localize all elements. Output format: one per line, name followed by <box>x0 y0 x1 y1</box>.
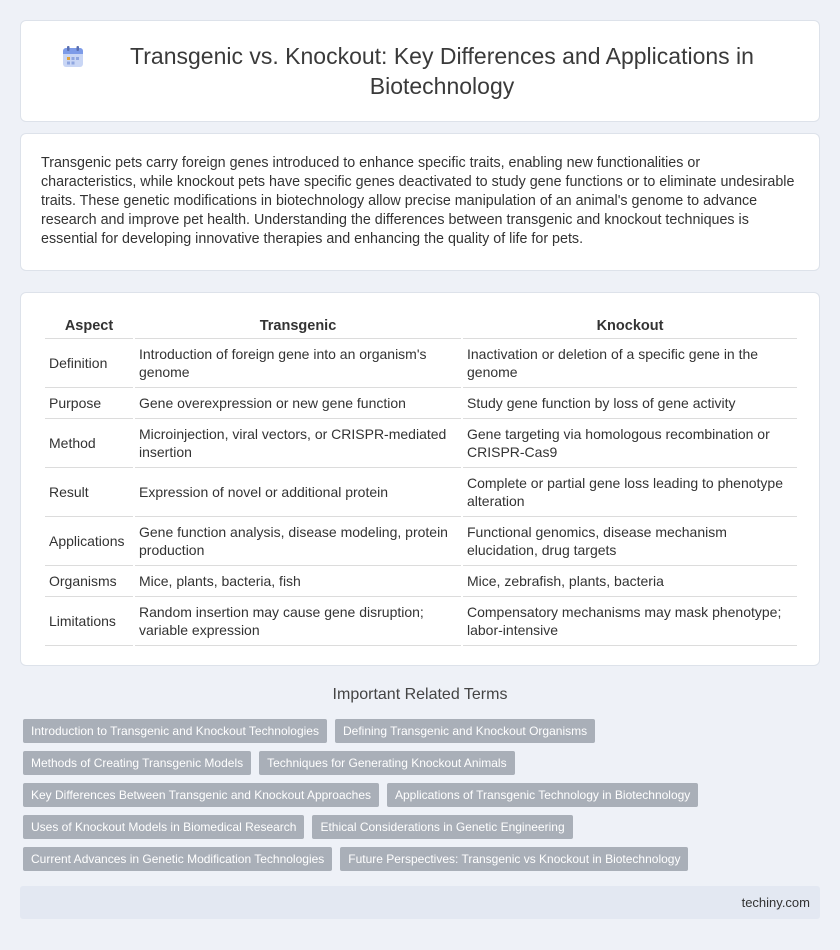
cell-aspect: Organisms <box>45 566 133 597</box>
related-term-link[interactable]: Key Differences Between Transgenic and Knockout Approaches <box>23 783 379 807</box>
related-term-link[interactable]: Current Advances in Genetic Modification Technologies <box>23 847 332 871</box>
cell-knockout: Study gene function by loss of gene activity <box>463 388 797 419</box>
header-aspect: Aspect <box>45 313 133 339</box>
comparison-card <box>20 292 820 666</box>
table-row <box>45 597 797 646</box>
table-row <box>45 419 797 468</box>
page-title: Transgenic vs. Knockout: Key Differences and Applications in Biotechnology <box>130 43 754 99</box>
related-term-link[interactable]: Defining Transgenic and Knockout Organisms <box>335 719 595 743</box>
comparison-table <box>43 313 799 646</box>
table-row <box>45 566 797 597</box>
cell-knockout: Gene targeting via homologous recombination or CRISPR-Cas9 <box>463 419 797 468</box>
cell-transgenic: Mice, plants, bacteria, fish <box>135 566 461 597</box>
footer <box>20 886 820 919</box>
cell-aspect: Result <box>45 468 133 517</box>
cell-knockout: Functional genomics, disease mechanism elucidation, drug targets <box>463 517 797 566</box>
table-row <box>45 468 797 517</box>
cell-transgenic: Random insertion may cause gene disruption; variable expression <box>135 597 461 646</box>
cell-transgenic: Gene function analysis, disease modeling, protein production <box>135 517 461 566</box>
footer-site-link[interactable]: techiny.com <box>741 895 810 910</box>
cell-transgenic: Microinjection, viral vectors, or CRISPR-mediated insertion <box>135 419 461 468</box>
related-term-link[interactable]: Techniques for Generating Knockout Animals <box>259 751 514 775</box>
table-row <box>45 339 797 388</box>
related-terms-heading: Important Related Terms <box>332 686 508 703</box>
related-term-link[interactable]: Ethical Considerations in Genetic Engineering <box>312 815 572 839</box>
intro-card <box>20 133 820 271</box>
cell-knockout: Inactivation or deletion of a specific gene in the genome <box>463 339 797 388</box>
cell-transgenic: Introduction of foreign gene into an organism's genome <box>135 339 461 388</box>
related-terms-list <box>23 719 823 879</box>
intro-paragraph: Transgenic pets carry foreign genes introduced to enhance specific traits, enabling new functionalities or characteristics, while knockout pets have specific genes deactivated to study gene functions or to eliminate undesirable traits. These genetic modifications in biotechnology allow precise manipulation of an animal's genome to advance research and improve pet health. Understanding the differences between transgenic and knockout techniques is essential for developing innovative therapies and enhancing the quality of life for pets. <box>41 155 795 247</box>
header-knockout: Knockout <box>463 313 797 339</box>
cell-transgenic: Expression of novel or additional protein <box>135 468 461 517</box>
related-term-link[interactable]: Introduction to Transgenic and Knockout Technologies <box>23 719 327 743</box>
table-header-row <box>45 313 797 339</box>
related-term-link[interactable]: Uses of Knockout Models in Biomedical Research <box>23 815 304 839</box>
related-term-link[interactable]: Methods of Creating Transgenic Models <box>23 751 251 775</box>
table-row <box>45 388 797 419</box>
cell-aspect: Definition <box>45 339 133 388</box>
cell-transgenic: Gene overexpression or new gene function <box>135 388 461 419</box>
header-transgenic: Transgenic <box>135 313 461 339</box>
title-wrap <box>60 41 780 101</box>
cell-aspect: Purpose <box>45 388 133 419</box>
cell-aspect: Method <box>45 419 133 468</box>
cell-knockout: Mice, zebrafish, plants, bacteria <box>463 566 797 597</box>
calendar-icon <box>60 44 86 70</box>
cell-aspect: Limitations <box>45 597 133 646</box>
cell-knockout: Compensatory mechanisms may mask phenotype; labor-intensive <box>463 597 797 646</box>
related-term-link[interactable]: Future Perspectives: Transgenic vs Knockout in Biotechnology <box>340 847 688 871</box>
related-term-link[interactable]: Applications of Transgenic Technology in Biotechnology <box>387 783 698 807</box>
cell-aspect: Applications <box>45 517 133 566</box>
table-row <box>45 517 797 566</box>
title-card <box>20 20 820 122</box>
cell-knockout: Complete or partial gene loss leading to phenotype alteration <box>463 468 797 517</box>
